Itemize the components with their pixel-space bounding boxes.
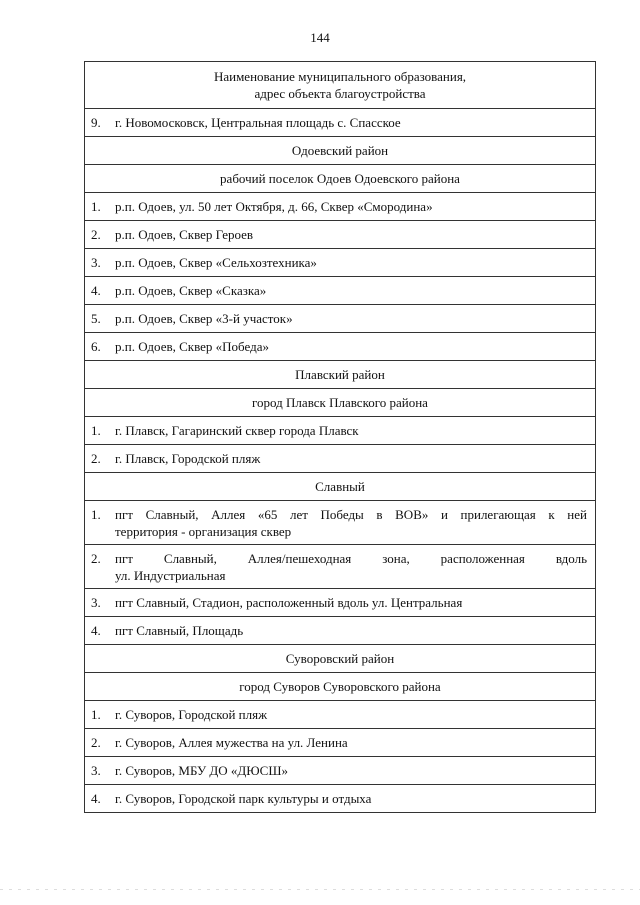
item-number: 4. (91, 283, 101, 298)
header-line-2: адрес объекта благоустройства (254, 86, 426, 101)
item-number: 1. (91, 423, 101, 438)
table-row (85, 333, 596, 361)
item-number: 4. (91, 623, 101, 638)
item-number: 4. (91, 791, 101, 806)
table-row (85, 249, 596, 277)
item-number: 5. (91, 311, 101, 326)
item-text: р.п. Одоев, Сквер Героев (115, 227, 254, 242)
item-number: 2. (91, 227, 101, 242)
item-text: пгт Славный, Площадь (115, 623, 244, 638)
objects-table (84, 61, 596, 813)
table-row (85, 221, 596, 249)
item-text: г. Суворов, Аллея мужества на ул. Ленина (115, 735, 348, 750)
table-header-cell (85, 62, 596, 109)
table-row (85, 501, 596, 545)
item-text: р.п. Одоев, Сквер «Сказка» (115, 283, 267, 298)
section-row (85, 473, 596, 501)
scan-artifact-line (0, 889, 640, 890)
table-row (85, 701, 596, 729)
page-number: 144 (310, 30, 330, 45)
item-number: 2. (91, 550, 101, 566)
table-row (85, 277, 596, 305)
section-title: Плавский район (85, 361, 596, 389)
item-number: 3. (91, 255, 101, 270)
item-text-line-2: ул. Индустриальная (115, 567, 226, 583)
table-row (85, 109, 596, 137)
section-title: город Суворов Суворовского района (85, 673, 596, 701)
section-title: Суворовский район (85, 645, 596, 673)
table-row (85, 617, 596, 645)
item-text-line-1: пгт Славный, Аллея/пешеходная зона, расположенная вдоль (115, 550, 587, 566)
section-title: Славный (85, 473, 596, 501)
item-text: р.п. Одоев, Сквер «Победа» (115, 339, 269, 354)
section-row (85, 389, 596, 417)
item-text: г. Суворов, Городской парк культуры и отдыха (115, 791, 372, 806)
item-number: 3. (91, 763, 101, 778)
item-text: р.п. Одоев, ул. 50 лет Октября, д. 66, Сквер «Смородина» (115, 199, 433, 214)
table-row (85, 417, 596, 445)
table-header-row (85, 62, 596, 109)
table-row (85, 193, 596, 221)
item-number: 6. (91, 339, 101, 354)
item-text: г. Новомосковск, Центральная площадь с. Спасское (115, 115, 401, 130)
item-number: 2. (91, 451, 101, 466)
header-line-1: Наименование муниципального образования, (213, 69, 467, 84)
section-row (85, 673, 596, 701)
item-text: р.п. Одоев, Сквер «Сельхозтехника» (115, 255, 317, 270)
section-row (85, 137, 596, 165)
section-title: город Плавск Плавского района (85, 389, 596, 417)
table-row (85, 729, 596, 757)
item-text-line-2: территория - организация сквер (115, 523, 292, 539)
section-row (85, 361, 596, 389)
item-text: пгт Славный, Стадион, расположенный вдоль ул. Центральная (115, 595, 463, 610)
section-row (85, 645, 596, 673)
table-row (85, 545, 596, 589)
item-number: 2. (91, 735, 101, 750)
item-number: 3. (91, 595, 101, 610)
item-text: г. Плавск, Гагаринский сквер города Плавск (115, 423, 359, 438)
section-title: Одоевский район (85, 137, 596, 165)
item-text: г. Суворов, МБУ ДО «ДЮСШ» (115, 763, 288, 778)
item-number: 1. (91, 506, 101, 522)
item-text-line-1: пгт Славный, Аллея «65 лет Победы в ВОВ» и прилегающая к ней (115, 506, 587, 522)
table-row (85, 305, 596, 333)
table-row (85, 445, 596, 473)
section-row (85, 165, 596, 193)
item-text: г. Суворов, Городской пляж (115, 707, 268, 722)
item-text: р.п. Одоев, Сквер «3-й участок» (115, 311, 293, 326)
table-row (85, 589, 596, 617)
item-number: 9. (91, 115, 101, 130)
item-text: г. Плавск, Городской пляж (115, 451, 261, 466)
table-row (85, 757, 596, 785)
item-number: 1. (91, 199, 101, 214)
item-number: 1. (91, 707, 101, 722)
table-row (85, 785, 596, 813)
section-title: рабочий поселок Одоев Одоевского района (85, 165, 596, 193)
